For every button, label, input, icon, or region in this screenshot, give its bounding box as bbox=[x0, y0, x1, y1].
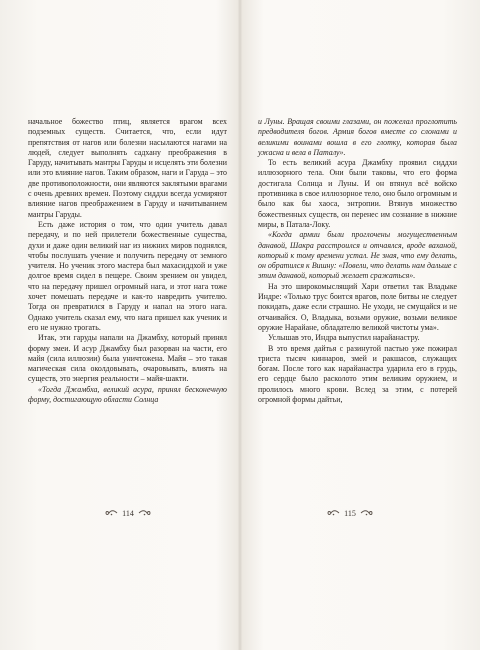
page-number: 114 bbox=[122, 508, 134, 518]
right-page bbox=[258, 117, 457, 405]
paragraph: В это время дайтья с разинутой пастью уже пожирал триста тысяч киннаров, змей и ракшасов, служащих богам. После того как нарайанастра ударила его в грудь, его сердце было расколото этим великим оружием, и пролилось много крови. Вслед за этим, с потерей огромной формы дайтьи, bbox=[258, 343, 457, 405]
page-number: 115 bbox=[344, 508, 356, 518]
floral-ornament-icon bbox=[327, 509, 340, 517]
left-page bbox=[28, 117, 227, 405]
floral-ornament-icon bbox=[360, 509, 373, 517]
paragraph: начальное божество птиц, является врагом всех подземных существ. Считается, что, если идут препятствия от нагов или болезни насылаются нагами на людей, следует выполнять садхану преображения в Гаруду, начитывать мантры Гаруды и исцелять эти болезни или это влияние нагов. Таким образом, наги и Гаруда – это две противоположности, они являются заклятыми врагами с очень древних времен. Поэтому сиддхи всегда усмиряют влияние нагов преображением в Гаруду и начитыванием мантры Гаруды. bbox=[28, 117, 227, 219]
floral-ornament-icon bbox=[138, 509, 151, 517]
right-folio bbox=[320, 506, 380, 520]
paragraph: и Луны. Вращая своими глазами, он пожелал проглотить предводителя богов. Армия богов вместе со слонами и великими воинами вошла в его глотку, которая была ужасна и вела в Паталу». bbox=[258, 117, 457, 157]
paragraph: На это широкомыслящий Хари ответил так Владыке Индре: «Только трус боится врагов, поле битвы не следует покидать, даже если страшно. Не уходи, не смущайся и не отчаивайся. О, Владыка, возьми оружие, возьми великое оружие Нарайане, обладателю великой чистоты ума». bbox=[258, 281, 457, 332]
paragraph: То есть великий асура Джамбху проявил сиддхи иллюзорного тела. Они были таковы, что его форма достигала Солнца и Луны. И он втянул всё войско противника в свое иллюзорное тело, оно было огромным и было как бы хаоса, энтропии. Втянув множество божественных существ, он перенес им сознание в нижние миры, в Патала-Локу. bbox=[258, 158, 457, 229]
paragraph: Есть даже история о том, что один учитель давал передачу, и по ней прилетели божественные существа, духи и даже один великий наг из нижних миров поднялся, чтобы послушать учение и получить передачу от земного учителя. Но ученик этого мастера был махасиддхой и уже долгое время сидел в пещере. Своим зрением он увидел, что на передачу пришел огромный нага, и этот нага тоже хочет помешать передаче и как-то навредить учителю. Тогда он превратился в Гаруду и напал на этого нага. Однако учитель сказал ему, что нага пришел как ученик и его не нужно трогать. bbox=[28, 219, 227, 332]
left-folio bbox=[98, 506, 158, 520]
floral-ornament-icon bbox=[105, 509, 118, 517]
paragraph: Услышав это, Индра выпустил нарайанастру. bbox=[268, 333, 420, 343]
paragraph: Итак, эти гаруды напали на Джамбху, который принял форму змеи. И асур Джамбху был разорван на части, его майя (сила иллюзии) была уничтожена. Майя – это такая магическая сила околдовывать, очаровывать, влиять на существ, это энергия реальности – майя-шакти. bbox=[28, 333, 227, 384]
paragraph: «Когда армии были проглочены могущественным данавой, Шакра расстроился и отчаялся, вроде ваханой, который к тому времени устал. Не зная, что ему делать, он обратился к Вишну: «Повели, что делать нам дальше с этим данавой, который желает сражаться». bbox=[258, 230, 457, 281]
paragraph: «Тогда Джамбха, великий асура, принял бесконечную форму, достигающую области Солнца bbox=[28, 384, 227, 405]
